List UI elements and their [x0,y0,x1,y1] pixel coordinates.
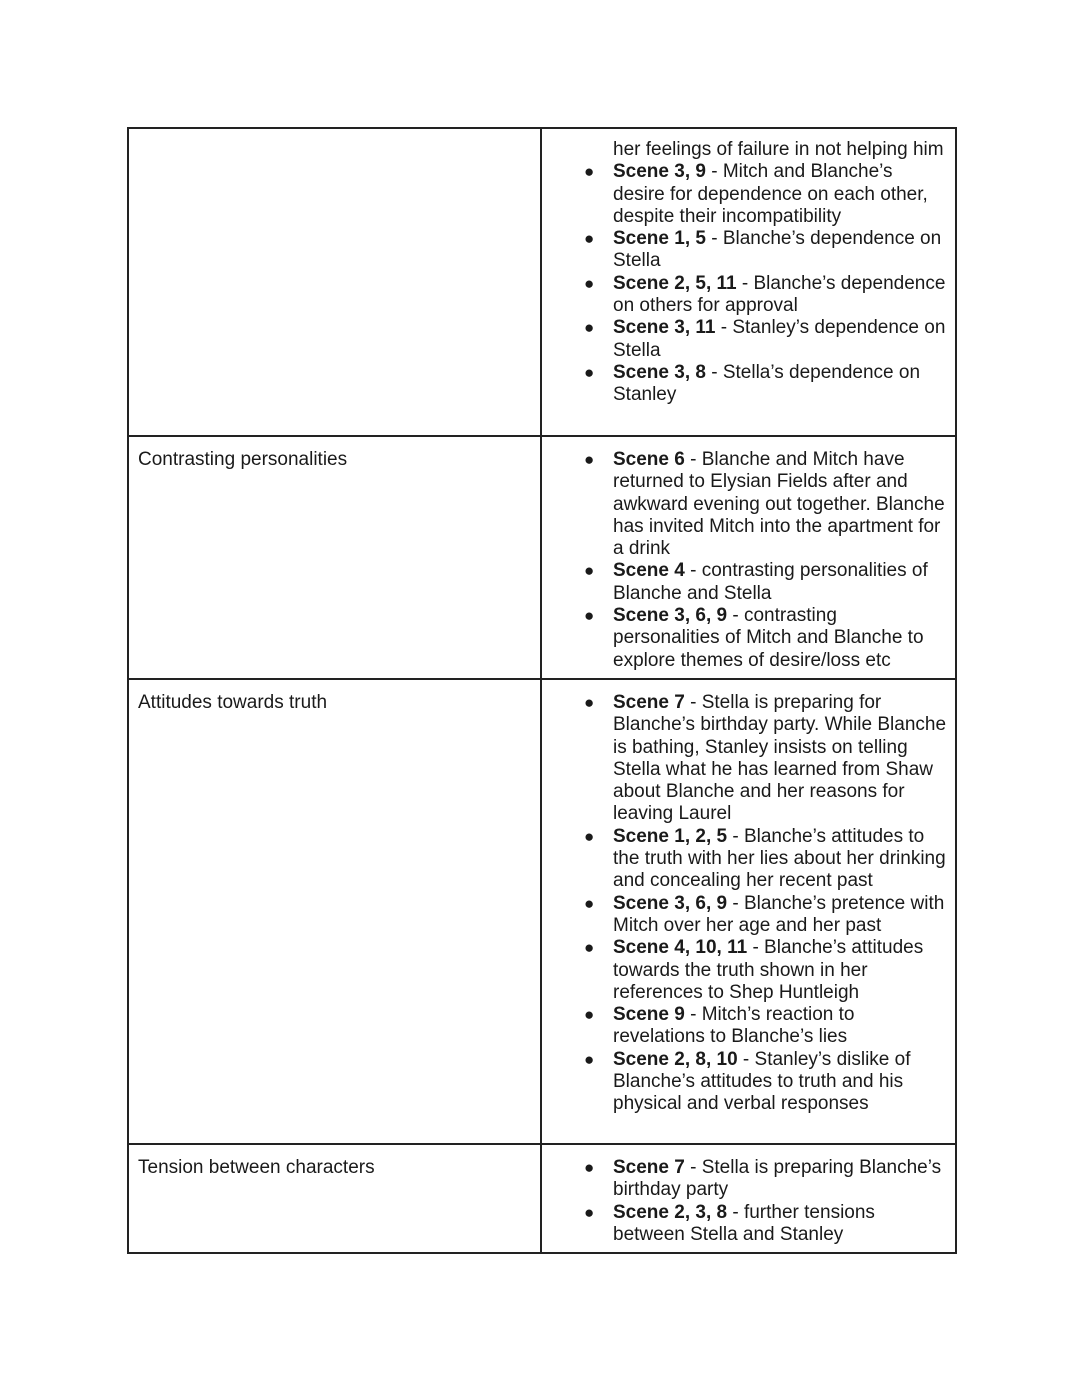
scene-text: - contrasting personalities of Blanche and Stella [613,560,928,604]
bullet-icon: ● [584,693,595,712]
scene-ref: Scene 9 [613,1004,685,1026]
bullet-icon: ● [584,938,595,958]
list-item [542,1157,947,1202]
themes-table [127,127,957,1254]
bullet-icon: ● [584,162,595,182]
bullet-icon: ● [584,561,595,581]
list-item [542,893,947,938]
list-item [542,1004,947,1049]
scene-text: - Stanley’s dislike of Blanche’s attitudes to truth and his physical and verbal responses [613,1048,911,1115]
theme-cell [128,1144,541,1253]
bullet-icon: ● [584,1049,595,1069]
bullet-icon: ● [584,273,595,293]
theme-cell [128,128,541,436]
table-row [128,128,956,436]
theme-label [129,129,540,141]
scene-text: - Stanley’s dependence on Stella [613,317,946,361]
scene-text: - Mitch’s reaction to revelations to Blanche’s lies [613,1004,855,1048]
scene-ref: Scene 4, 10, 11 [613,937,748,959]
scene-ref: Scene 2, 3, 8 [613,1201,728,1223]
list-item [542,1202,947,1247]
list-item [542,273,947,318]
list-item [542,692,947,826]
scenes-cell [541,436,956,679]
scene-text: - contrasting personalities of Mitch and Blanche to explore themes of desire/loss etc [613,605,924,671]
scene-ref: Scene 6 [613,449,685,470]
scene-list [542,449,947,672]
scene-text: - Blanche’s attitudes to the truth with her lies about her drinking and concealing her recent past [613,825,946,892]
bullet-icon: ● [584,1202,595,1222]
bullet-icon: ● [584,893,595,913]
scene-text: - Stella is preparing for Blanche’s birthday party. While Blanche is bathing, Stanley insists on telling Stella what he has learned from Shaw about Blanche and her reasons for leaving Laurel [613,692,947,825]
scene-text: - Mitch and Blanche’s desire for dependence on each other, despite their incompatibility [613,161,928,227]
table-row [128,1144,956,1253]
scene-text: - further tensions between Stella and Stanley [613,1201,875,1245]
scenes-cell [541,1144,956,1253]
theme-label: Contrasting personalities [138,449,348,470]
list-item [542,228,947,273]
scene-list [542,1157,947,1246]
scene-ref: Scene 7 [613,692,685,713]
bullet-icon: ● [584,826,595,846]
scene-text: - Blanche’s attitudes towards the truth shown in her references to Shep Huntleigh [613,937,924,1003]
theme-cell [128,436,541,679]
bullet-icon: ● [584,606,595,626]
list-item [542,560,947,605]
scene-text: - Blanche’s dependence on others for approval [613,272,946,317]
list-item [542,317,947,362]
scene-ref: Scene 4 [613,560,685,582]
bullet-icon: ● [584,1005,595,1025]
scene-list [542,161,947,406]
scene-text: - Stella is preparing Blanche’s birthday party [613,1157,942,1201]
list-item [542,826,947,893]
scenes-cell [541,679,956,1144]
scene-text: - Blanche’s dependence on Stella [613,228,942,272]
list-item [542,1049,947,1116]
list-item [542,449,947,560]
bullet-icon: ● [584,1158,595,1177]
scene-ref: Scene 3, 8 [613,361,706,383]
bullet-icon: ● [584,229,595,249]
scenes-cell [541,128,956,436]
scene-text: - Blanche and Mitch have returned to Elysian Fields after and awkward evening out together. Blanche has invited Mitch into the apartment for a drink [613,449,945,560]
table-row [128,679,956,1144]
list-item [542,362,947,407]
theme-label: Tension between characters [138,1157,375,1178]
bullet-icon: ● [584,362,595,382]
scene-text: - Stella’s dependence on Stanley [613,361,921,406]
scene-ref: Scene 2, 8, 10 [613,1048,738,1070]
scene-ref: Scene 3, 9 [613,161,706,183]
continued-text: her feelings of failure in not helping him [613,139,944,160]
scene-ref: Scene 7 [613,1157,685,1178]
bullet-icon: ● [584,450,595,469]
bullet-icon: ● [584,318,595,338]
scene-ref: Scene 1, 5 [613,228,706,250]
theme-label: Attitudes towards truth [138,692,328,713]
list-item [542,161,947,228]
scene-ref: Scene 1, 2, 5 [613,825,728,847]
scene-list [542,692,947,1116]
scene-text: - Blanche’s pretence with Mitch over her age and her past [613,892,945,936]
table-row [128,436,956,679]
theme-cell [128,679,541,1144]
scene-ref: Scene 3, 6, 9 [613,892,728,914]
scene-ref: Scene 3, 6, 9 [613,605,728,627]
scene-ref: Scene 2, 5, 11 [613,272,737,294]
scene-ref: Scene 3, 11 [613,317,716,339]
list-item [542,937,947,1004]
list-item [542,605,947,672]
